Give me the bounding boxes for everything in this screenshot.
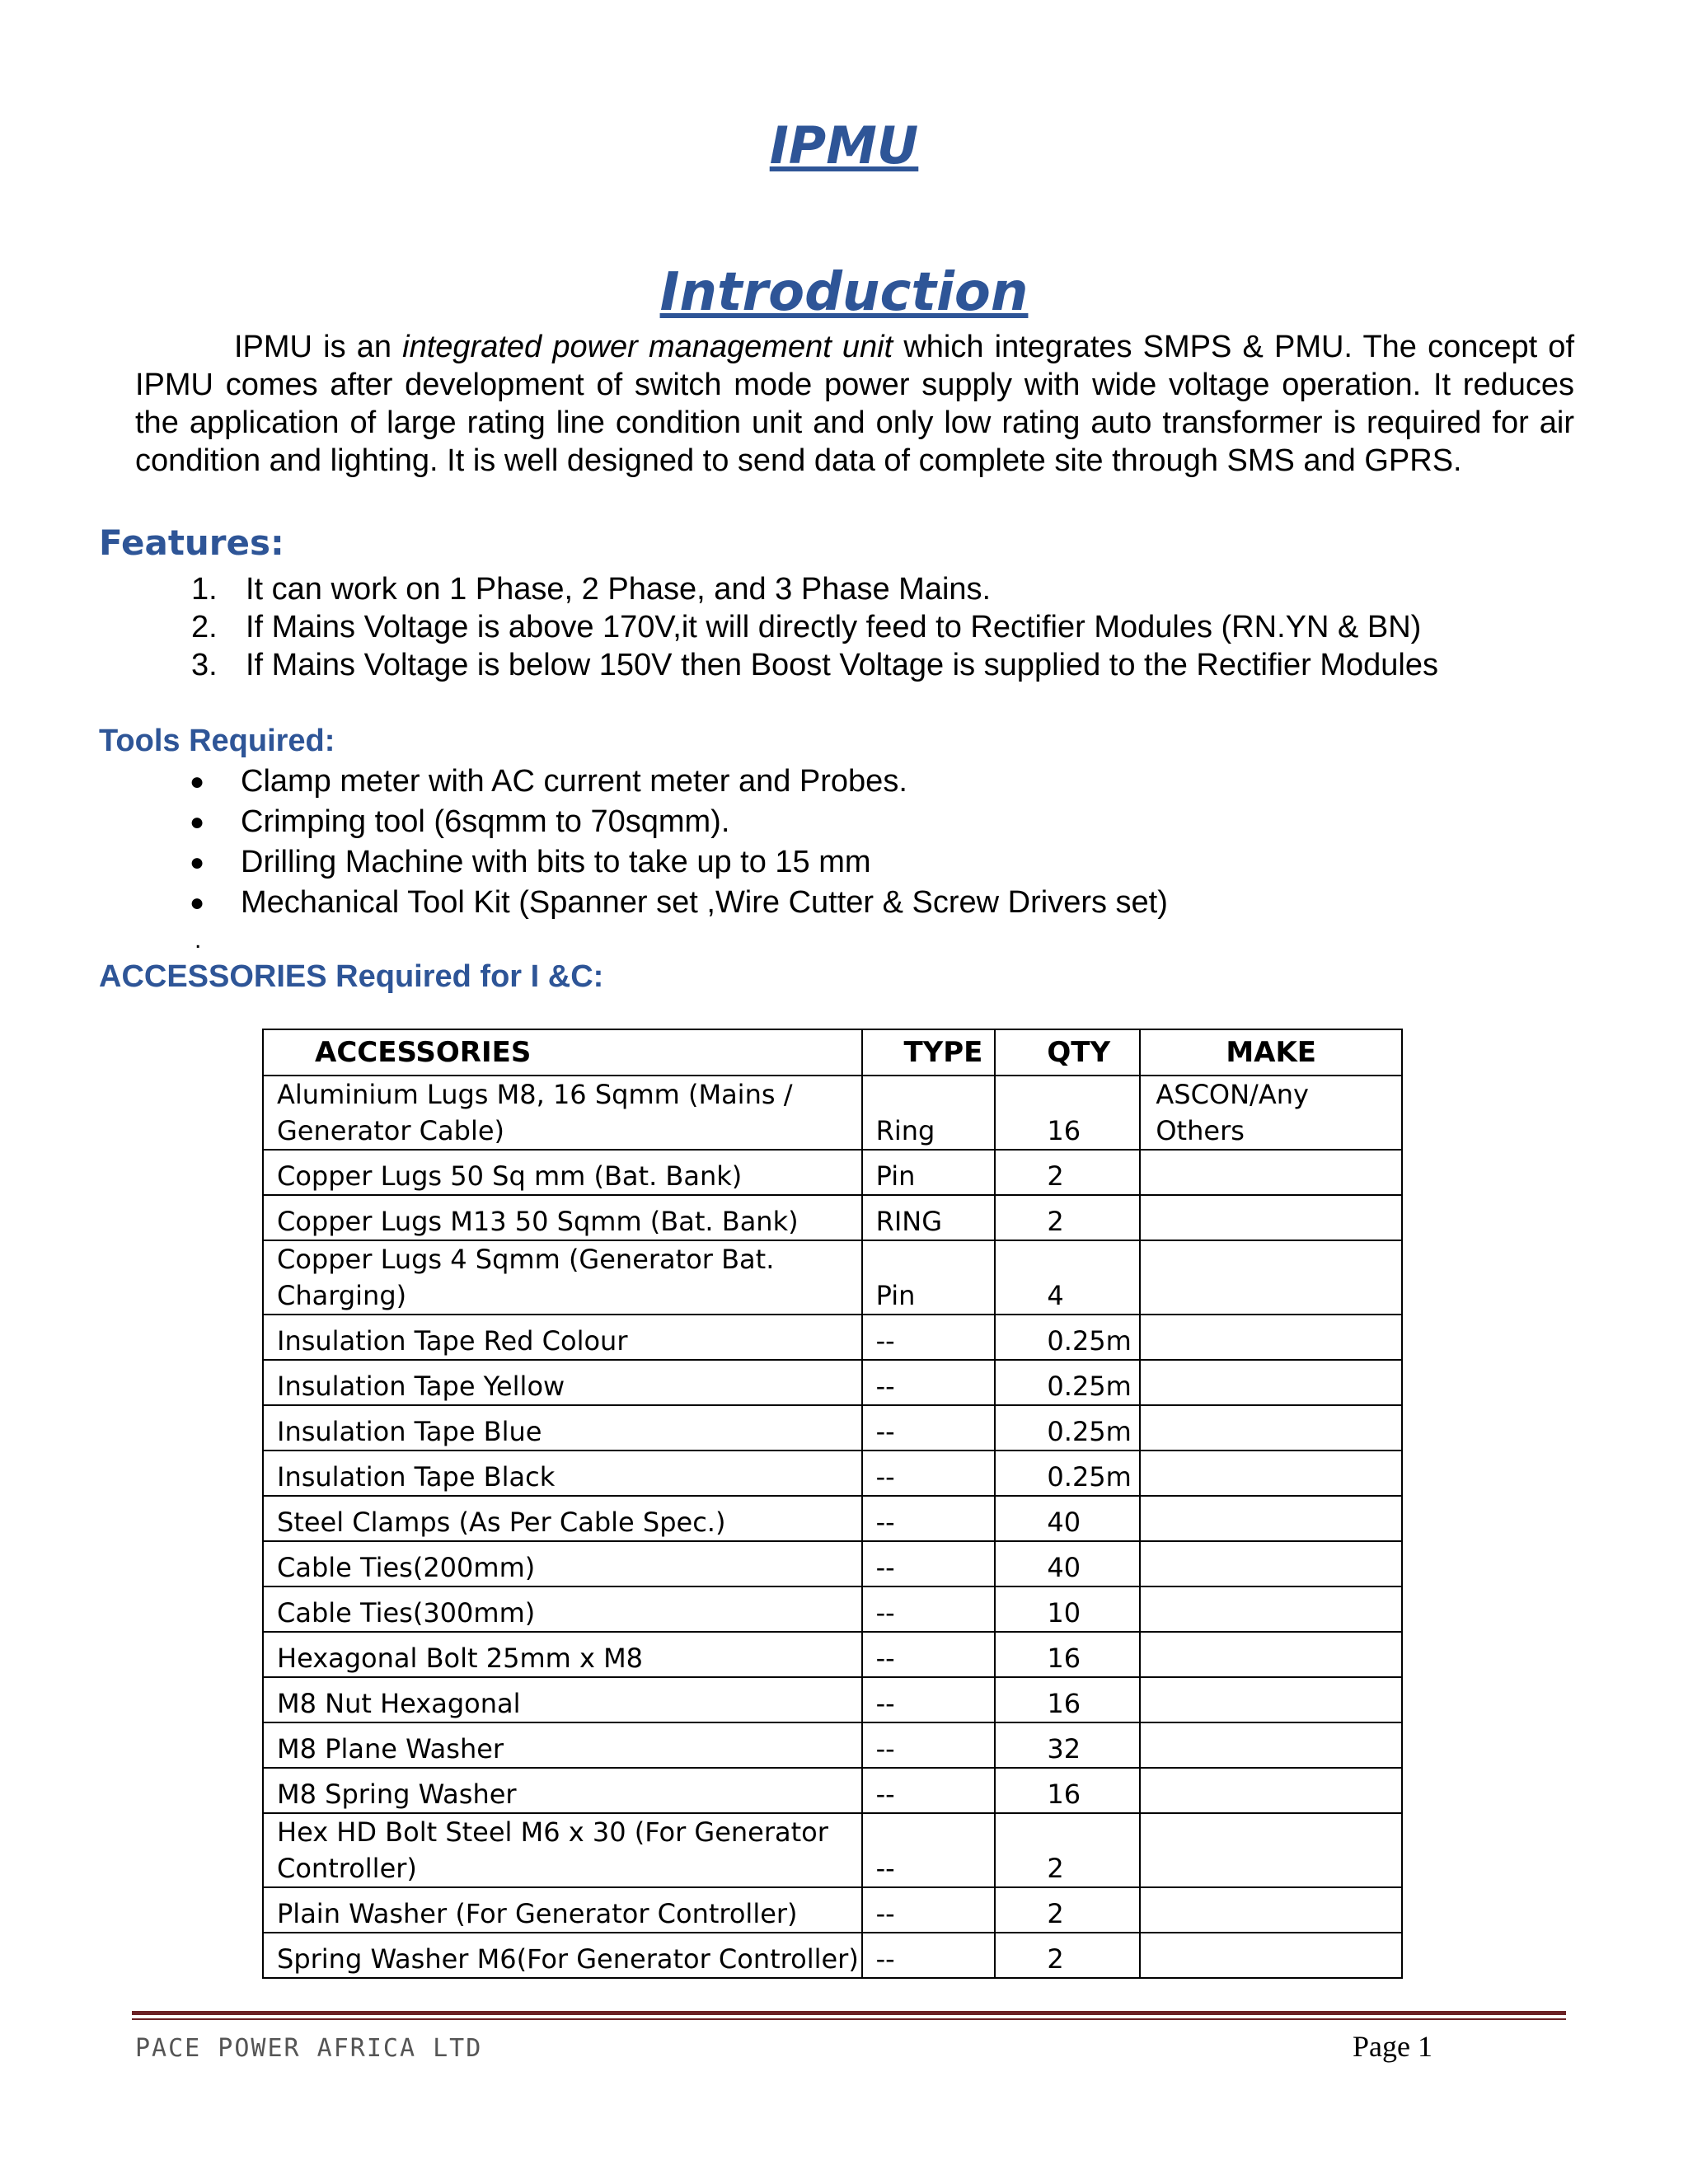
cell-make (1140, 1933, 1402, 1978)
list-number: 1. (191, 572, 218, 607)
cell-qty: 40 (995, 1541, 1140, 1586)
footer-divider (132, 2011, 1566, 2015)
table-row (263, 1887, 1402, 1933)
tools-heading: Tools Required: (99, 724, 335, 758)
table-row (263, 1405, 1402, 1451)
cell-accessory: Copper Lugs 4 Sqmm (Generator Bat. Charging) (263, 1240, 862, 1315)
cell-accessory: Cable Ties(300mm) (263, 1586, 862, 1632)
cell-type: -- (862, 1586, 996, 1632)
cell-type: -- (862, 1451, 996, 1496)
cell-qty: 2 (995, 1933, 1140, 1978)
cell-accessory: Cable Ties(200mm) (263, 1541, 862, 1586)
cell-type: -- (862, 1933, 996, 1978)
footer-company: PACE POWER AFRICA LTD (135, 2034, 483, 2063)
list-item-text: If Mains Voltage is below 150V then Boost Voltage is supplied to the Rectifier Modules (246, 648, 1438, 682)
cell-type: Ring (862, 1076, 996, 1150)
cell-make (1140, 1405, 1402, 1451)
cell-type: -- (862, 1541, 996, 1586)
cell-qty: 32 (995, 1722, 1140, 1768)
cell-accessory: M8 Plane Washer (263, 1722, 862, 1768)
cell-type: -- (862, 1768, 996, 1813)
cell-accessory: M8 Spring Washer (263, 1768, 862, 1813)
cell-type: -- (862, 1813, 996, 1887)
table-row (263, 1541, 1402, 1586)
cell-qty: 0.25m (995, 1451, 1140, 1496)
table-row (263, 1632, 1402, 1677)
cell-make (1140, 1150, 1402, 1195)
cell-accessory: Spring Washer M6(For Generator Controller) (263, 1933, 862, 1978)
list-item-text: If Mains Voltage is above 170V,it will directly feed to Rectifier Modules (RN.YN & BN) (246, 610, 1422, 644)
list-item-text: It can work on 1 Phase, 2 Phase, and 3 Phase Mains. (246, 572, 992, 607)
features-list (191, 570, 1438, 684)
cell-type: -- (862, 1315, 996, 1360)
cell-make (1140, 1315, 1402, 1360)
cell-make (1140, 1632, 1402, 1677)
list-item-text: Drilling Machine with bits to take up to 15 mm (241, 845, 871, 879)
cell-accessory: Copper Lugs 50 Sq mm (Bat. Bank) (263, 1150, 862, 1195)
list-item (191, 570, 1438, 608)
cell-accessory: Hex HD Bolt Steel M6 x 30 (For Generator Controller) (263, 1813, 862, 1887)
cell-accessory: M8 Nut Hexagonal (263, 1677, 862, 1722)
cell-make (1140, 1496, 1402, 1541)
table-row (263, 1677, 1402, 1722)
cell-accessory: Aluminium Lugs M8, 16 Sqmm (Mains / Generator Cable) (263, 1076, 862, 1150)
cell-make (1140, 1722, 1402, 1768)
cell-qty: 0.25m (995, 1315, 1140, 1360)
table-row (263, 1076, 1402, 1150)
cell-qty: 2 (995, 1887, 1140, 1933)
list-item-text: Mechanical Tool Kit (Spanner set ,Wire Cutter & Screw Drivers set) (241, 885, 1168, 920)
table-row (263, 1240, 1402, 1315)
cell-accessory: Hexagonal Bolt 25mm x M8 (263, 1632, 862, 1677)
cell-type: -- (862, 1632, 996, 1677)
list-item (190, 883, 1168, 923)
cell-accessory: Copper Lugs M13 50 Sqmm (Bat. Bank) (263, 1195, 862, 1240)
table-row (263, 1451, 1402, 1496)
list-number: 2. (191, 610, 218, 644)
table-row (263, 1315, 1402, 1360)
cell-make (1140, 1677, 1402, 1722)
accessories-table-body (263, 1076, 1402, 1978)
table-row (263, 1586, 1402, 1632)
cell-make: ASCON/Any Others (1140, 1076, 1402, 1150)
cell-qty: 4 (995, 1240, 1140, 1315)
column-header-type: TYPE (862, 1029, 996, 1076)
cell-type: Pin (862, 1240, 996, 1315)
cell-qty: 16 (995, 1076, 1140, 1150)
cell-accessory: Insulation Tape Blue (263, 1405, 862, 1451)
table-row (263, 1768, 1402, 1813)
accessories-heading: ACCESSORIES Required for I &C: (99, 959, 604, 994)
section-title-introduction: Introduction (659, 262, 1029, 323)
table-row (263, 1360, 1402, 1405)
column-header-qty: QTY (995, 1029, 1140, 1076)
list-item (190, 762, 1168, 802)
list-item-text: Clamp meter with AC current meter and Probes. (241, 764, 907, 799)
list-number: 3. (191, 648, 218, 682)
bullet-icon: ● (190, 849, 205, 876)
column-header-make: MAKE (1140, 1029, 1402, 1076)
cell-make (1140, 1360, 1402, 1405)
cell-qty: 16 (995, 1632, 1140, 1677)
cell-make (1140, 1768, 1402, 1813)
cell-make (1140, 1813, 1402, 1887)
cell-accessory: Insulation Tape Yellow (263, 1360, 862, 1405)
stray-period: . (195, 926, 202, 954)
cell-qty: 2 (995, 1195, 1140, 1240)
accessories-table (262, 1029, 1403, 1979)
table-header-row (263, 1029, 1402, 1076)
cell-make (1140, 1240, 1402, 1315)
cell-type: RING (862, 1195, 996, 1240)
cell-make (1140, 1195, 1402, 1240)
bullet-icon: ● (190, 808, 205, 836)
cell-type: -- (862, 1887, 996, 1933)
bullet-icon: ● (190, 889, 205, 916)
cell-make (1140, 1541, 1402, 1586)
cell-qty: 16 (995, 1768, 1140, 1813)
cell-qty: 0.25m (995, 1405, 1140, 1451)
footer-divider-thin (132, 2018, 1566, 2020)
cell-accessory: Insulation Tape Black (263, 1451, 862, 1496)
list-item (190, 802, 1168, 842)
table-row (263, 1933, 1402, 1978)
intro-text-emphasis: integrated power management unit (402, 330, 893, 364)
table-row (263, 1195, 1402, 1240)
list-item (191, 646, 1438, 684)
document-title: IPMU (769, 115, 919, 176)
cell-make (1140, 1586, 1402, 1632)
cell-type: -- (862, 1405, 996, 1451)
cell-type: -- (862, 1496, 996, 1541)
intro-text-post: which integrates SMPS & PMU. The concept of IPMU comes after development of switch mode power supply with wide voltage operation. It reduces the application of large rating line condition unit and only low rating auto transformer is required for air condition and lighting. It is well designed to send data of complete site through SMS and GPRS. (135, 330, 1575, 478)
cell-accessory: Steel Clamps (As Per Cable Spec.) (263, 1496, 862, 1541)
features-heading: Features: (99, 523, 284, 563)
cell-qty: 2 (995, 1813, 1140, 1887)
cell-accessory: Plain Washer (For Generator Controller) (263, 1887, 862, 1933)
cell-qty: 40 (995, 1496, 1140, 1541)
tools-list (190, 762, 1168, 923)
cell-qty: 16 (995, 1677, 1140, 1722)
footer-page-number: Page 1 (1353, 2030, 1432, 2063)
table-row (263, 1150, 1402, 1195)
list-item (191, 608, 1438, 646)
cell-type: -- (862, 1360, 996, 1405)
list-item (190, 842, 1168, 883)
cell-make (1140, 1451, 1402, 1496)
cell-type: -- (862, 1677, 996, 1722)
cell-qty: 10 (995, 1586, 1140, 1632)
cell-qty: 0.25m (995, 1360, 1140, 1405)
cell-accessory: Insulation Tape Red Colour (263, 1315, 862, 1360)
intro-text-pre: IPMU is an (234, 330, 403, 364)
cell-make (1140, 1887, 1402, 1933)
cell-qty: 2 (995, 1150, 1140, 1195)
column-header-accessories: ACCESSORIES (263, 1029, 862, 1076)
cell-type: Pin (862, 1150, 996, 1195)
bullet-icon: ● (190, 768, 205, 795)
table-row (263, 1813, 1402, 1887)
intro-paragraph (135, 328, 1574, 480)
cell-type: -- (862, 1722, 996, 1768)
table-row (263, 1722, 1402, 1768)
table-row (263, 1496, 1402, 1541)
list-item-text: Crimping tool (6sqmm to 70sqmm). (241, 804, 730, 839)
